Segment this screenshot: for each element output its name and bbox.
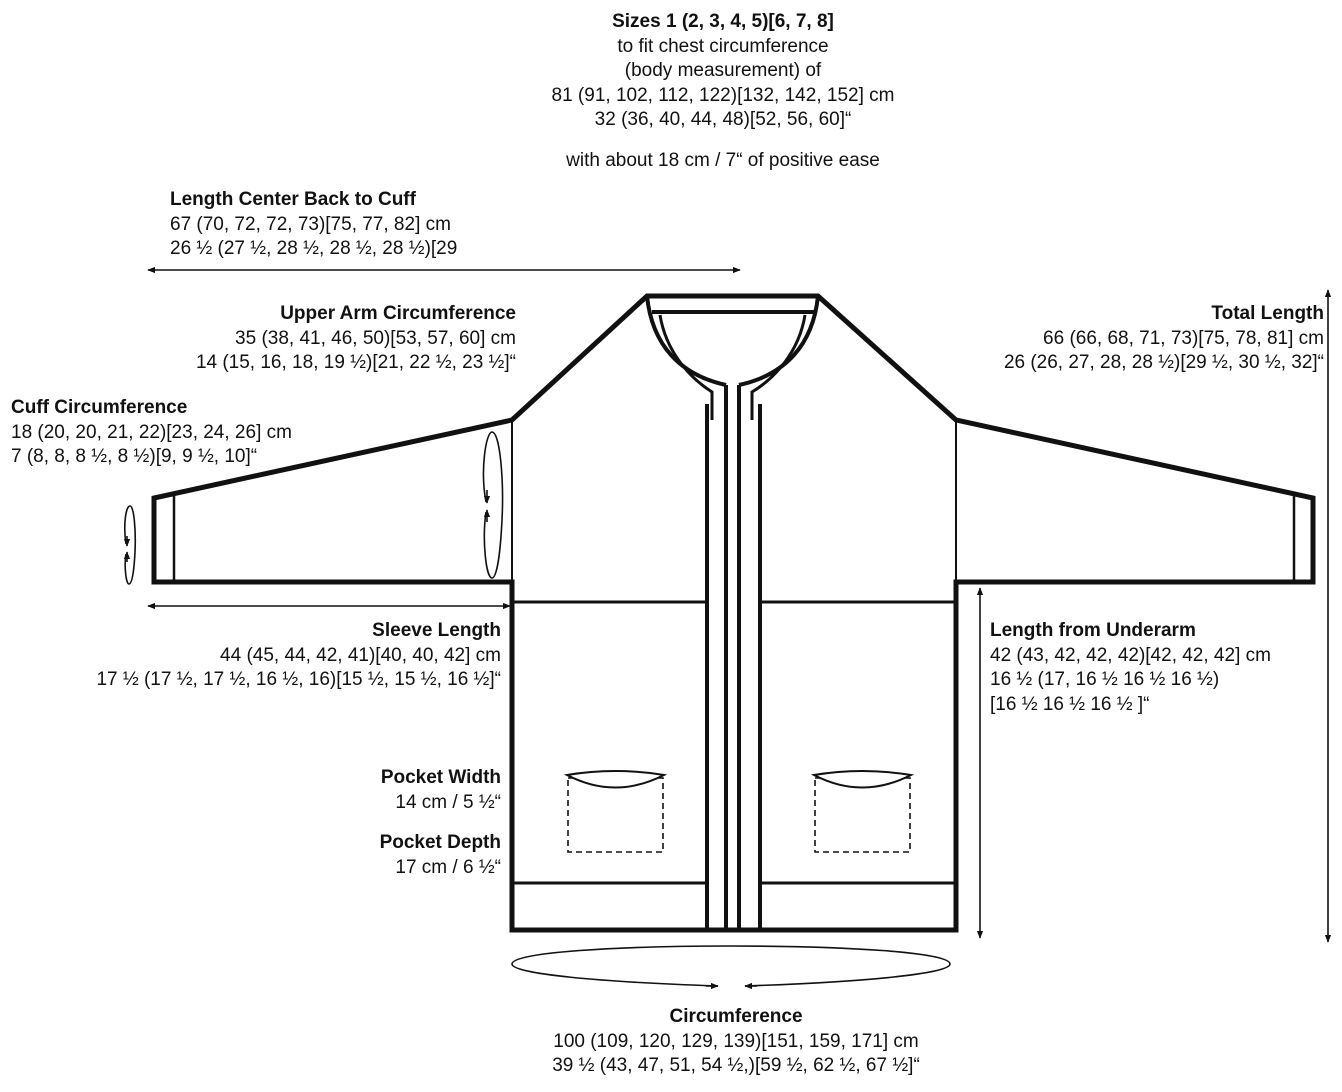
upper-arm-cm: 35 (38, 41, 46, 50)[53, 57, 60] cm	[235, 327, 516, 349]
underarm-title: Length from Underarm	[990, 620, 1196, 641]
underarm-label	[990, 619, 1271, 717]
cuff-title: Cuff Circumference	[11, 397, 188, 418]
length-back-cuff-title: Length Center Back to Cuff	[170, 189, 416, 210]
circumference-inch: 39 ½ (43, 47, 51, 54 ½,)[59 ½, 62 ½, 67 ½]“	[552, 1055, 920, 1076]
underarm-inch-2: [16 ½ 16 ½ 16 ½ ]“	[990, 693, 1150, 715]
sizes-title: Sizes 1 (2, 3, 4, 5)[6, 7, 8]	[612, 11, 834, 32]
cuff-inch: 7 (8, 8, 8 ½, 8 ½)[9, 9 ½, 10]“	[11, 446, 258, 467]
pocket-depth-value: 17 cm / 6 ½“	[395, 856, 501, 878]
garment-outline	[154, 296, 1313, 930]
circumference-cm: 100 (109, 120, 129, 139)[151, 159, 171] cm	[553, 1030, 919, 1052]
pocket-width-title: Pocket Width	[380, 767, 501, 788]
sizes-block	[470, 10, 976, 173]
pocket-right	[815, 778, 910, 852]
pocket-left	[568, 778, 663, 852]
underarm-cm: 42 (43, 42, 42, 42)[42, 42, 42] cm	[990, 644, 1271, 666]
total-length-title: Total Length	[1211, 303, 1324, 324]
total-length-cm: 66 (66, 68, 71, 73)[75, 78, 81] cm	[1043, 327, 1324, 349]
upper-arm-inch: 14 (15, 16, 18, 19 ½)[21, 22 ½, 23 ½]“	[195, 352, 516, 372]
cuff-label	[11, 396, 292, 470]
upper-arm-title: Upper Arm Circumference	[280, 303, 516, 324]
sleeve-length-cm: 44 (45, 44, 42, 41)[40, 40, 42] cm	[220, 644, 501, 666]
length-back-cuff-inch: 26 ½ (27 ½, 28 ½, 28 ½, 28 ½)[29	[170, 238, 458, 259]
length-back-cuff-label	[170, 188, 457, 262]
neckline-inner	[660, 315, 712, 420]
circumference-title: Circumference	[669, 1006, 803, 1027]
sizes-inch: 32 (36, 40, 44, 48)[52, 56, 60]“	[594, 109, 852, 130]
cuff-cm: 18 (20, 20, 21, 22)[23, 24, 26] cm	[11, 421, 292, 443]
total-length-inch: 26 (26, 27, 28, 28 ½)[29 ½, 30 ½, 32]“	[1003, 352, 1324, 373]
pocket-left-opening	[567, 771, 664, 788]
sizes-line-2: (body measurement) of	[624, 60, 822, 81]
sizes-line-1: to fit chest circumference	[617, 35, 829, 57]
pocket-width-label	[381, 766, 501, 815]
sleeve-length-inch: 17 ½ (17 ½, 17 ½, 16 ½, 16)[15 ½, 15 ½, 16 ½]“	[96, 669, 501, 690]
upper-arm-label	[196, 302, 516, 372]
pocket-width-value: 14 cm / 5 ½“	[395, 791, 501, 813]
circumference-label	[436, 1005, 1036, 1079]
circumference-loop	[512, 946, 950, 986]
length-back-cuff-cm: 67 (70, 72, 72, 73)[75, 77, 82] cm	[170, 213, 451, 235]
pocket-right-opening	[814, 771, 911, 788]
sleeve-length-label	[96, 619, 501, 693]
pocket-depth-title: Pocket Depth	[379, 832, 501, 853]
upper-arm-loop	[484, 432, 503, 578]
pocket-depth-label	[380, 831, 501, 880]
total-length-label	[1004, 302, 1324, 376]
sleeve-length-title: Sleeve Length	[372, 620, 501, 641]
underarm-inch-1: 16 ½ (17, 16 ½ 16 ½ 16 ½)	[990, 669, 1220, 690]
sizes-ease: with about 18 cm / 7“ of positive ease	[566, 149, 880, 171]
sizes-cm: 81 (91, 102, 112, 122)[132, 142, 152] cm	[551, 84, 895, 106]
